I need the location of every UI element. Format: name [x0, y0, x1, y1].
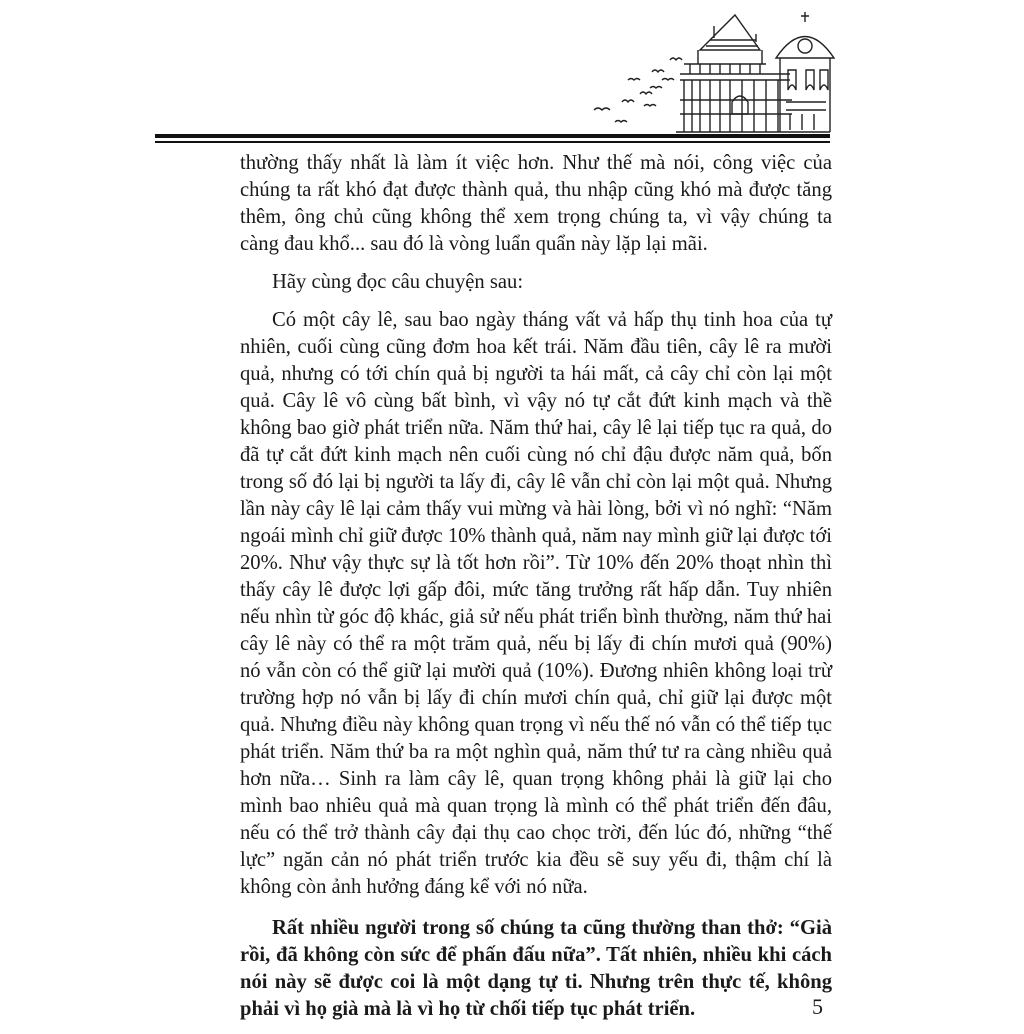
bold-paragraph: Rất nhiều người trong số chúng ta cũng thường than thở: “Già rồi, đã không còn sức để phấn đấu nữa”. Tất nhiên, nhiều khi cách nói này sẽ được coi là một dạng tự ti. Nhưng trên thực tế, không phải vì họ già mà là vì họ từ chối tiếp tục phát triển. — [240, 917, 832, 1020]
building-icon — [676, 12, 834, 132]
paragraph: Có một cây lê, sau bao ngày tháng vất vả hấp thụ tinh hoa của tự nhiên, cuối cùng cũng đơm hoa kết trái. Năm đầu tiên, cây lê ra mười quả, nhưng có tới chín quả bị người ta hái mất, cả cây chỉ còn lại một quả. Cây lê vô cùng bất bình, vì vậy nó tự cắt đứt kinh mạch và thề không bao giờ phát triển nữa. Năm thứ hai, cây lê lại tiếp tục ra quả, do đã tự cắt đứt kinh mạch nên cuối cùng nó chỉ đậu được năm quả, bốn trong số đó lại bị người ta lấy đi, cây lê vẫn chỉ còn lại một quả. Nhưng lần này cây lê lại cảm thấy vui mừng và hài lòng, bởi vì nó nghĩ: “Năm ngoái mình chỉ giữ được 10% thành quả, năm nay mình giữ lại được tới 20%. Như vậy thực sự là tốt hơn rồi”. Từ 10% đến 20% thoạt nhìn thì thấy cây lê được lợi gấp đôi, mức tăng trưởng rất hấp dẫn. Tuy nhiên nếu nhìn từ góc độ khác, giả sử nếu phát triển bình thường, năm thứ hai cây lê này có thể ra một trăm quả, nếu bị lấy đi chín mươi quả (90%) nó vẫn còn có thể giữ lại mười quả (10%). Đương nhiên không loại trừ trường hợp nó vẫn bị lấy đi chín mươi chín quả, chỉ giữ lại được một quả. Nhưng điều này không quan trọng vì nếu thế nó vẫn có thể tiếp tục phát triển. Năm thứ ba ra một nghìn quả, năm thứ tư ra càng nhiều quả hơn nữa… Sinh ra làm cây lê, quan trọng không phải là giữ lại cho mình bao nhiêu quả mà quan trọng là mình có thể phát triển đến đâu, nếu có thể trở thành cây đại thụ cao chọc trời, đến lúc đó, những “thế lực” ngăn cản nó phát triển trước kia đều sẽ suy yếu đi, thậm chí là không còn ảnh hưởng đáng kể với nó nữa. — [240, 309, 832, 898]
body-text — [240, 150, 832, 1034]
birds-icon — [594, 58, 682, 122]
header-rule-thick — [155, 134, 830, 138]
page-number: 5 — [812, 994, 823, 1019]
paragraph: Hãy cùng đọc câu chuyện sau: — [272, 271, 524, 293]
header-illustration-building-birds — [580, 10, 835, 138]
paragraph: thường thấy nhất là làm ít việc hơn. Như thế mà nói, công việc của chúng ta rất khó đạt được thành quả, thu nhập cũng khó mà được tăng thêm, ông chủ cũng không thể xem trọng chúng ta, vì vậy chúng ta càng đau khổ... sau đó là vòng luẩn quẩn này lặp lại mãi. — [240, 152, 832, 255]
header-rule-thin — [155, 141, 830, 143]
